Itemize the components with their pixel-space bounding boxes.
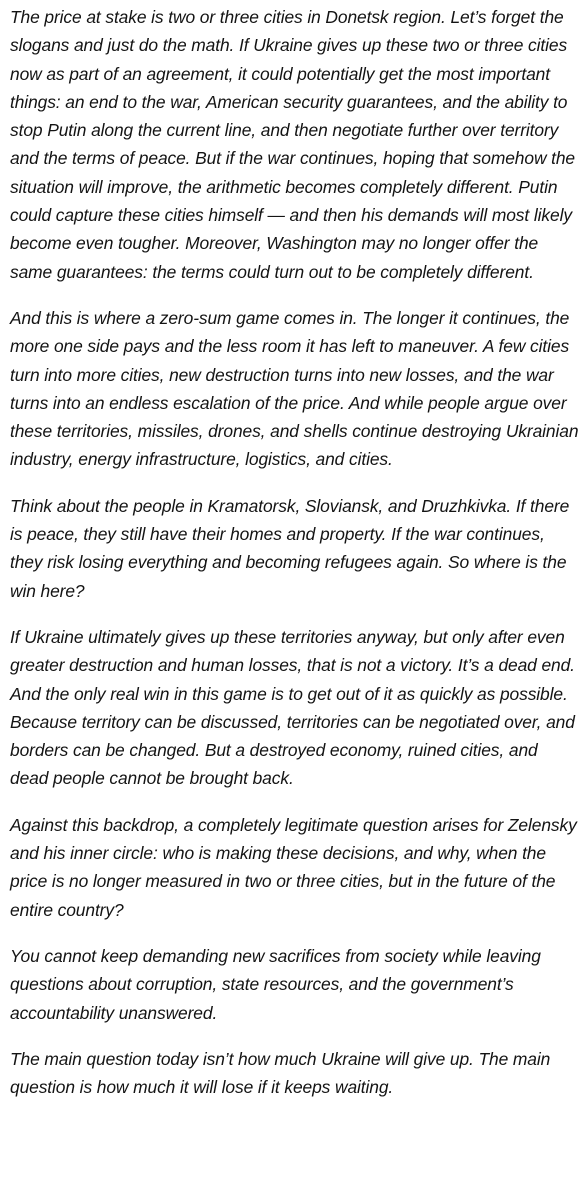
paragraph-3: Think about the people in Kramatorsk, Sloviansk, and Druzhkivka. If there is peace, they still have their homes and property. If the war continues, they risk losing everything and becoming refugees again. So where is the win here?: [10, 495, 570, 601]
paragraph-1: The price at stake is two or three cities in Donetsk region. Let’s forget the slogans and just do the math. If Ukraine gives up these two or three cities now as part of an agreement, it could potentially get the most important things: an end to the war, American security guarantees, and the ability to stop Putin along the current line, and then negotiate further over territory and the terms of peace. But if the war continues, hoping that somehow the situation will improve, the arithmetic becomes completely different. Putin could capture these cities himself — and then his demands will most likely become even tougher. Moreover, Washington may no longer offer the same guarantees: the terms could turn out to be completely different.: [10, 7, 576, 282]
paragraph-7: The main question today isn’t how much Ukraine will give up. The main question is how much it will lose if it keeps waiting.: [10, 1048, 551, 1098]
paragraph-6: You cannot keep demanding new sacrifices from society while leaving questions about corruption, state resources, and the government’s accountability unanswered.: [10, 945, 541, 1023]
paragraph-2: And this is where a zero-sum game comes in. The longer it continues, the more one side pays and the less room it has left to maneuver. A few cities turn into more cities, new destruction turns into new losses, and the war turns into an endless escalation of the price. And while people argue over these territories, missiles, drones, and shells continue destroying Ukrainian industry, energy infrastructure, logistics, and cities.: [10, 307, 579, 470]
paragraph-5: Against this backdrop, a completely legitimate question arises for Zelensky and his inner circle: who is making these decisions, and why, when the price is no longer measured in two or three cities, but in the future of the entire country?: [10, 814, 577, 920]
paragraph-4: If Ukraine ultimately gives up these territories anyway, but only after even greater destruction and human losses, that is not a victory. It’s a dead end. And the only real win in this game is to get out of it as quickly as possible. Because territory can be discussed, territories can be negotiated over, and borders can be changed. But a destroyed economy, ruined cities, and dead people cannot be brought back.: [10, 626, 575, 789]
